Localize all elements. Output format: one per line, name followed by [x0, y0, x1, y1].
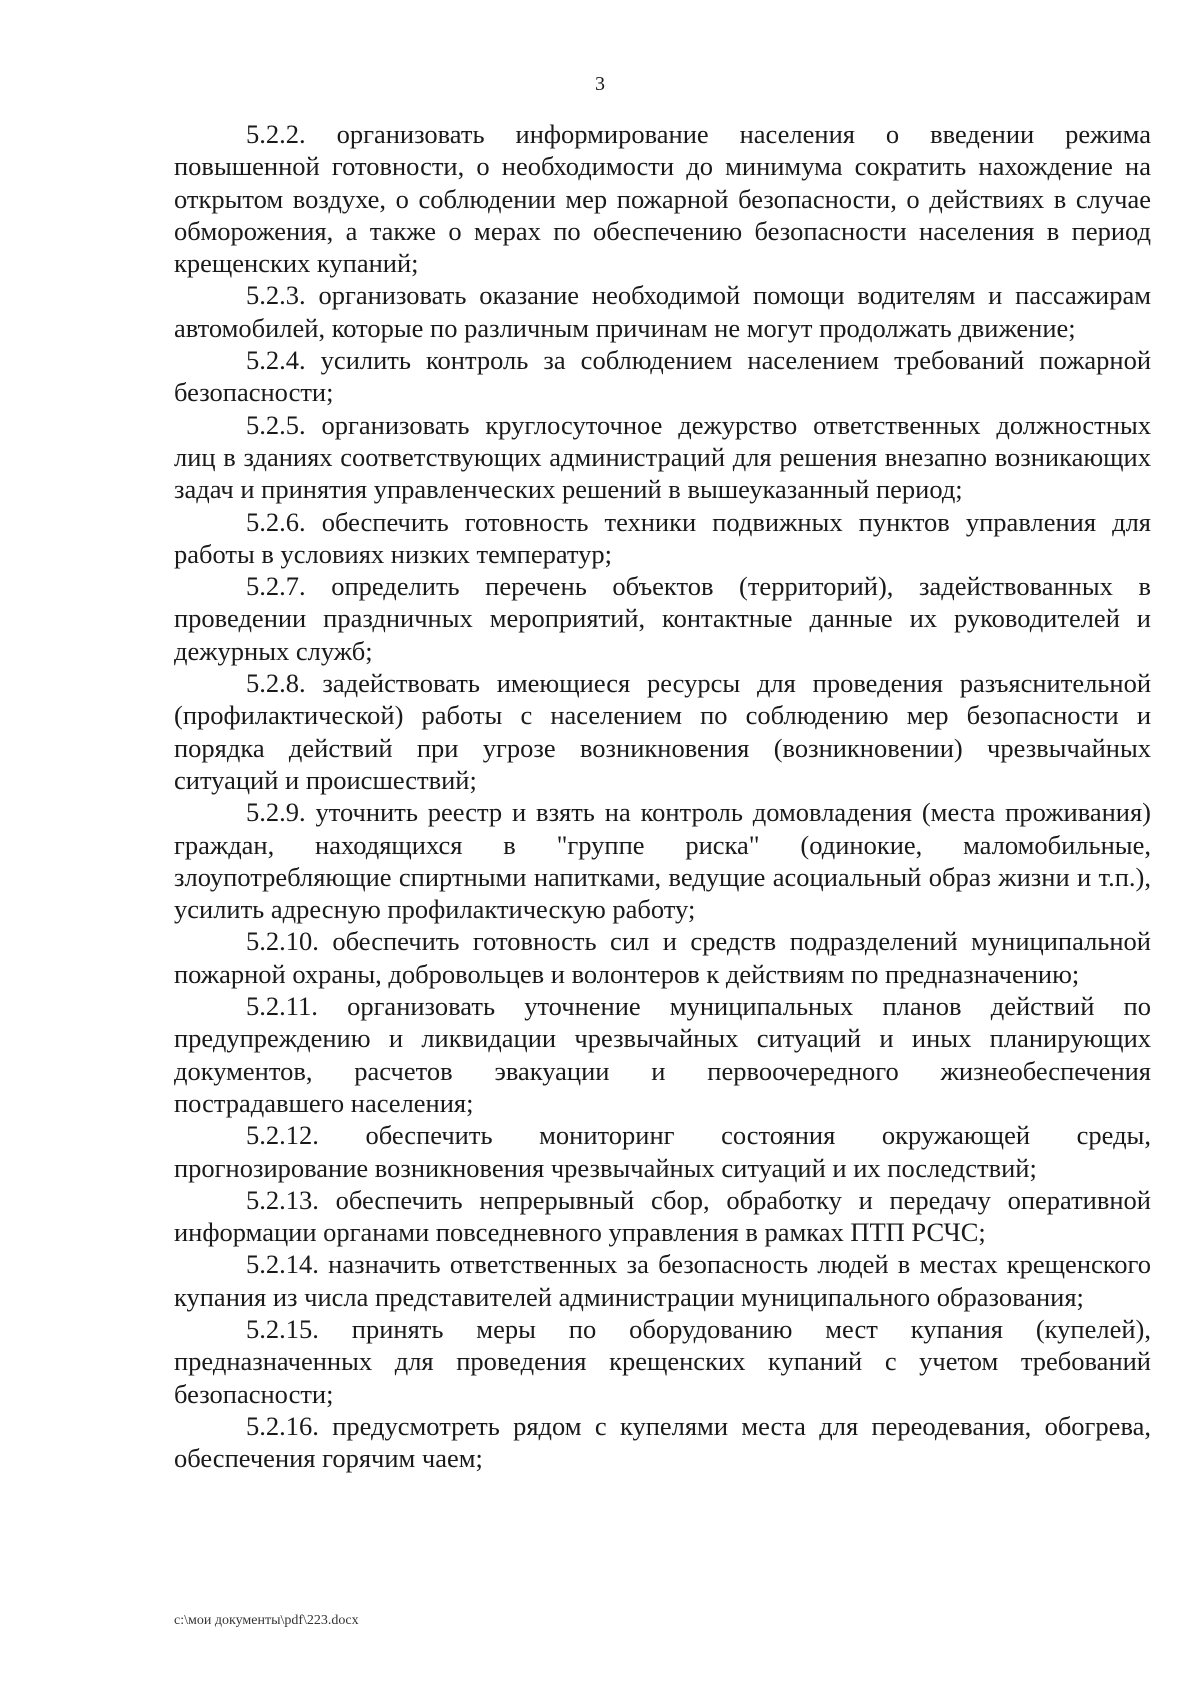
- paragraph-5-2-5: 5.2.5. организовать круглосуточное дежурство ответственных должностных лиц в зданиях соответствующих администраций для решения внезапно возникающих задач и принятия управленческих решений в вышеуказанный период;: [174, 409, 1151, 505]
- paragraph-5-2-13: 5.2.13. обеспечить непрерывный сбор, обработку и передачу оперативной информации органами повседневного управления в рамках ПТП РСЧС;: [174, 1184, 1151, 1248]
- footer-file-path: c:\мои документы\pdf\223.docx: [174, 1613, 359, 1628]
- paragraph-5-2-4: 5.2.4. усилить контроль за соблюдением населением требований пожарной безопасности;: [174, 345, 1151, 408]
- paragraph-5-2-2: 5.2.2. организовать информирование населения о введении режима повышенной готовности, о необходимости до минимума сократить нахождение на открытом воздухе, о соблюдении мер пожарной безопасности, о действиях в случае обморожения, а также о мерах по обеспечению безопасности населения в период крещенских купаний;: [174, 119, 1151, 279]
- paragraph-5-2-9: 5.2.9. уточнить реестр и взять на контроль домовладения (места проживания) граждан, находящихся в "группе риска" (одинокие, маломобильные, злоупотребляющие спиртными напитками, ведущие асоциальный образ жизни и т.п.), усилить адресную профилактическую работу;: [174, 797, 1151, 925]
- paragraph-5-2-14: 5.2.14. назначить ответственных за безопасность людей в местах крещенского купания из числа представителей администрации муниципального образования;: [174, 1249, 1151, 1312]
- paragraph-5-2-15: 5.2.15. принять меры по оборудованию мест купания (купелей), предназначенных для проведения крещенских купаний с учетом требований безопасности;: [174, 1313, 1151, 1409]
- paragraph-5-2-16: 5.2.16. предусмотреть рядом с купелями места для переодевания, обогрева, обеспечения горячим чаем;: [174, 1410, 1151, 1474]
- paragraph-5-2-10: 5.2.10. обеспечить готовность сил и средств подразделений муниципальной пожарной охраны, добровольцев и волонтеров к действиям по предназначению;: [174, 926, 1151, 989]
- paragraph-5-2-7: 5.2.7. определить перечень объектов (территорий), задействованных в проведении праздничных мероприятий, контактные данные их руководителей и дежурных служб;: [174, 571, 1151, 666]
- paragraph-5-2-8: 5.2.8. задействовать имеющиеся ресурсы для проведения разъяснительной (профилактической) работы с населением по соблюдению мер безопасности и порядка действий при угрозе возникновения (возникновении) чрезвычайных ситуаций и происшествий;: [174, 668, 1151, 795]
- page-number: 3: [595, 73, 605, 95]
- paragraph-5-2-12: 5.2.12. обеспечить мониторинг состояния окружающей среды, прогнозирование возникновения чрезвычайных ситуаций и их последствий;: [174, 1120, 1151, 1183]
- paragraph-5-2-6: 5.2.6. обеспечить готовность техники подвижных пунктов управления для работы в условиях низких температур;: [174, 506, 1151, 569]
- paragraph-5-2-3: 5.2.3. организовать оказание необходимой помощи водителям и пассажирам автомобилей, которые по различным причинам не могут продолжать движение;: [174, 280, 1151, 343]
- paragraph-5-2-11: 5.2.11. организовать уточнение муниципальных планов действий по предупреждению и ликвидации чрезвычайных ситуаций и иных планирующих документов, расчетов эвакуации и первоочередного жизнеобеспечения пострадавшего населения;: [174, 991, 1151, 1118]
- document-body: [174, 118, 1151, 1474]
